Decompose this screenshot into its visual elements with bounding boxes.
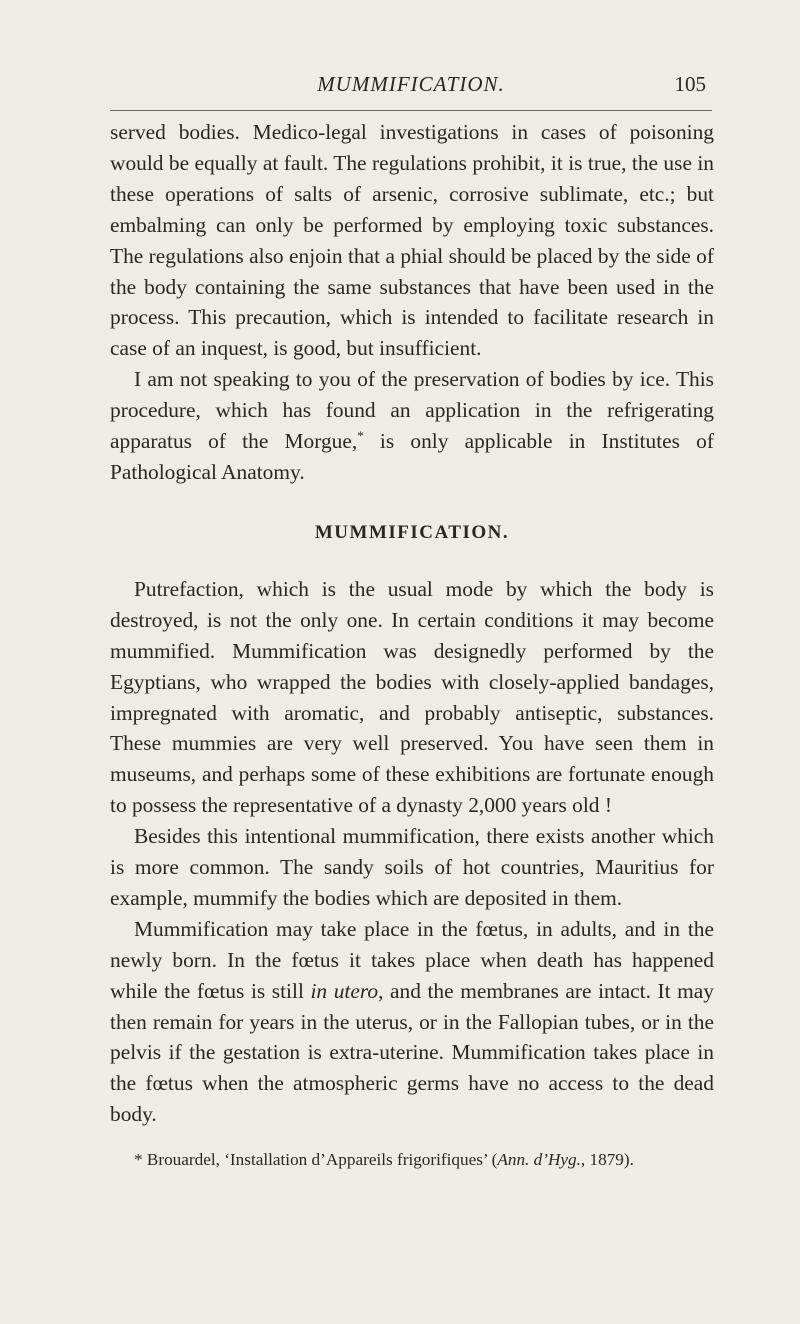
- paragraph-foetus: [110, 914, 714, 1130]
- paragraph-sandy-soils: Besides this intentional mummification, there exists another which is more common. The sandy soils of hot countries, Mauritius for example, mummify the bodies which are deposited in them.: [110, 824, 714, 910]
- footnote-journal-title: Ann. d’Hyg.: [497, 1150, 581, 1170]
- page-number: 105: [674, 72, 706, 96]
- footnote-text: Brouardel, ‘Installation d’Appareils frigorifiques’ (: [142, 1150, 498, 1170]
- body-text: [110, 117, 714, 1173]
- footnote: [110, 1146, 714, 1173]
- paragraph-foetus-text-end: , and the membranes are intact. It may then remain for years in the uterus, or in the Fallopian tubes, or in the pelvis if the gestation is extra-uterine. Mummification takes place in the fœtus when the atmospheric germs have no access to the dead body.: [110, 978, 714, 1127]
- paragraph-embalming: served bodies. Medico-legal investigations in cases of poisoning would be equally at fault. The regulations prohibit, it is true, the use in these operations of salts of arsenic, corrosive sublimate, etc.; but embalming can only be performed by employing toxic substances. The regulations also enjoin that a phial should be placed by the side of the body containing the same substances that have been used in the process. This precaution, which is intended to facilitate research in case of an inquest, is good, but insufficient.: [110, 120, 714, 361]
- paragraph-ice-preservation: [110, 364, 714, 488]
- header-rule: [110, 110, 712, 111]
- footnote-text-end: , 1879).: [580, 1150, 634, 1170]
- paragraph-ice-text: I am not speaking to you of the preservation of bodies by ice. This procedure, which has found an application in the refrigerating apparatus of the Morgue,: [110, 367, 714, 454]
- paragraph-ice-text-end: is only applicable in Institutes of Pathological Anatomy.: [110, 429, 714, 484]
- footnote-reference-marker: *: [357, 427, 364, 443]
- section-heading: MUMMIFICATION.: [314, 521, 510, 543]
- running-title: MUMMIFICATION.: [317, 72, 505, 96]
- paragraph-foetus-text: Mummification may take place in the fœtus, in adults, and in the newly born. In the fœtus it takes place when death has happened while the fœtus is still: [110, 916, 714, 1003]
- running-head: [110, 72, 712, 106]
- footnote-marker: *: [134, 1150, 143, 1170]
- paragraph-putrefaction: Putrefaction, which is the usual mode by which the body is destroyed, is not the only one. In certain conditions it may become mummified. Mummification was designedly performed by the Egyptians, who wrapped the bodies with closely-applied bandages, impregnated with aromatic, and probably antiseptic, substances. These mummies are very well preserved. You have seen them in museums, and perhaps some of these exhibitions are fortunate enough to possess the representative of a dynasty 2,000 years old !: [110, 576, 714, 818]
- latin-phrase: in utero: [310, 978, 379, 1003]
